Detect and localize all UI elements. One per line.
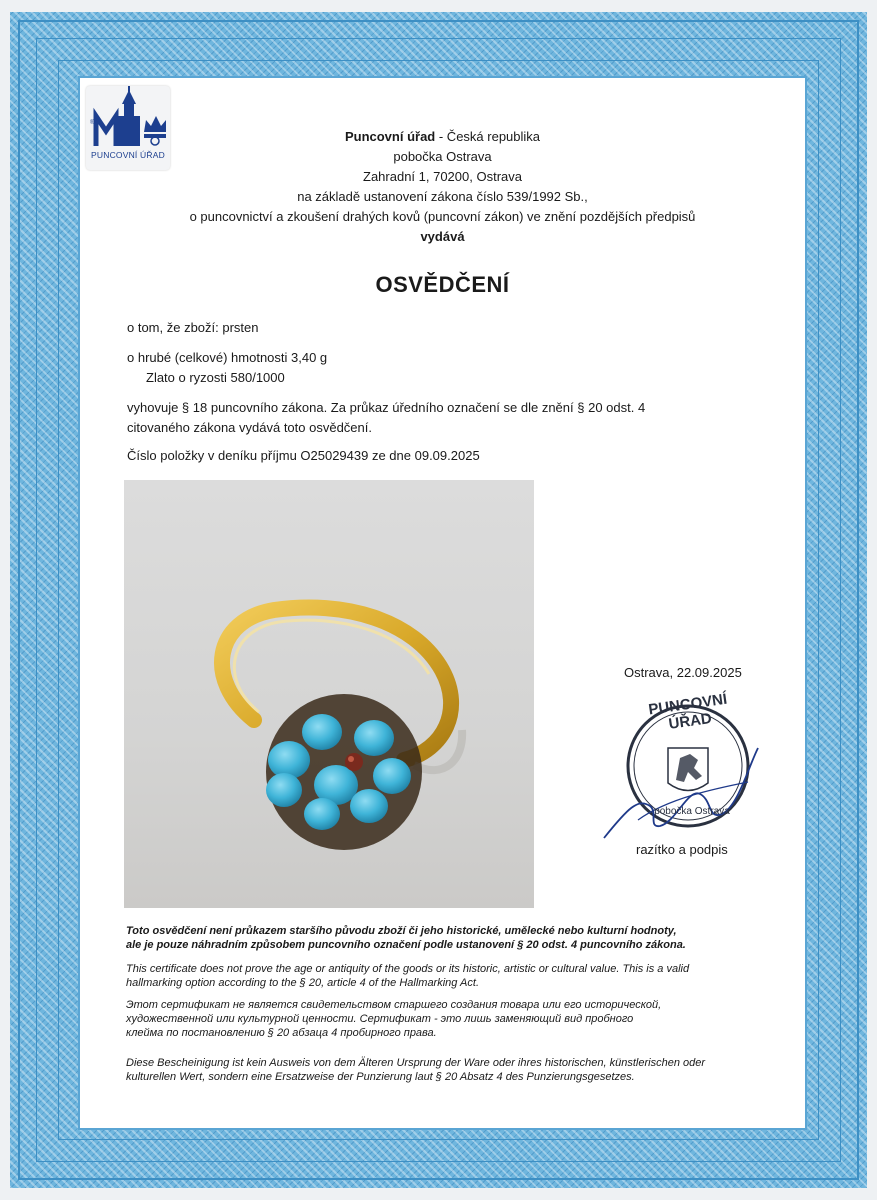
disclaimer-de	[126, 1056, 776, 1084]
official-stamp	[598, 688, 768, 848]
issuer-office-name: Puncovní úřad	[344, 129, 436, 144]
disclaimer-en-line-1: This certificate does not prove the age or antiquity of the goods or its historic, artistic or cultural value. This is a valid	[126, 963, 690, 975]
stamp-and-signature-label: razítko a podpis	[636, 842, 728, 857]
weight-line: o hrubé (celkové) hmotnosti 3,40 g	[127, 350, 328, 365]
issues-label: vydává	[420, 229, 465, 244]
issuer-office-line	[78, 127, 807, 147]
ring-with-turquoise-cluster-icon	[124, 480, 534, 908]
svg-text:®: ®	[90, 120, 95, 126]
issuer-address: Zahradní 1, 70200, Ostrava	[363, 169, 522, 184]
issuer-branch: pobočka Ostrava	[393, 149, 492, 164]
fineness-line: Zlato o ryzosti 580/1000	[146, 370, 285, 385]
place-and-date: Ostrava, 22.09.2025	[624, 665, 742, 680]
stamp-bottom-text: pobočka Ostrava	[654, 806, 730, 817]
disclaimer-ru-line-2: художественной или культурной ценности. Сертификат - это лишь заменяющий вид пробного	[126, 1013, 634, 1025]
compliance-line-1: vyhovuje § 18 puncovního zákona. Za průkaz úředního označení se dle znění § 20 odst. 4	[127, 400, 646, 415]
disclaimer-cz	[126, 924, 776, 952]
stamp-top-text: PUNCOVNÍ ÚŘAD	[647, 690, 729, 733]
item-number-line: Číslo položky v deníku příjmu O25029439 ze dne 09.09.2025	[127, 448, 480, 463]
item-photo	[124, 480, 534, 908]
disclaimer-ru	[126, 998, 776, 1040]
issuer-country: - Česká republika	[435, 129, 541, 144]
disclaimer-en-line-2: hallmarking option according to the § 20, article 4 of the Hallmarking Act.	[126, 977, 479, 989]
goods-line: o tom, že zboží: prsten	[127, 320, 259, 335]
compliance-line-2: citovaného zákona vydává toto osvědčení.	[127, 420, 372, 435]
law-reference-line-1: na základě ustanovení zákona číslo 539/1992 Sb.,	[297, 189, 588, 204]
law-reference-line-2: o puncovnictví a zkoušení drahých kovů (puncovní zákon) ve znění pozdějších předpisů	[189, 209, 696, 224]
disclaimer-cz-line-2: ale je pouze náhradním způsobem puncovního označení podle ustanovení § 20 odst. 4 puncovního zákona.	[126, 939, 686, 951]
disclaimer-de-line-1: Diese Bescheinigung ist kein Ausweis von dem Älteren Ursprung der Ware oder ihres historischen, künstlerischen oder	[126, 1057, 706, 1069]
certificate-title: OSVĚDČENÍ	[375, 272, 510, 297]
disclaimer-ru-line-3: клейма по постановлению § 20 абзаца 4 пробирного права.	[126, 1027, 437, 1039]
disclaimer-de-line-2: kulturellen Wert, sondern eine Ersatzweise der Punzierung laut § 20 Absatz 4 des Punzierungsgesetzes.	[126, 1071, 635, 1083]
disclaimer-cz-line-1: Toto osvědčení není průkazem staršího původu zboží či jeho historické, umělecké nebo kulturní hodnoty,	[126, 925, 677, 937]
disclaimer-ru-line-1: Этот сертификат не является свидетельством старшего создания товара или его исторической,	[126, 999, 662, 1011]
issuer-header	[78, 127, 807, 247]
logo-text: PUNCOVNÍ ÚŘAD	[91, 150, 165, 160]
disclaimer-en	[126, 962, 776, 990]
